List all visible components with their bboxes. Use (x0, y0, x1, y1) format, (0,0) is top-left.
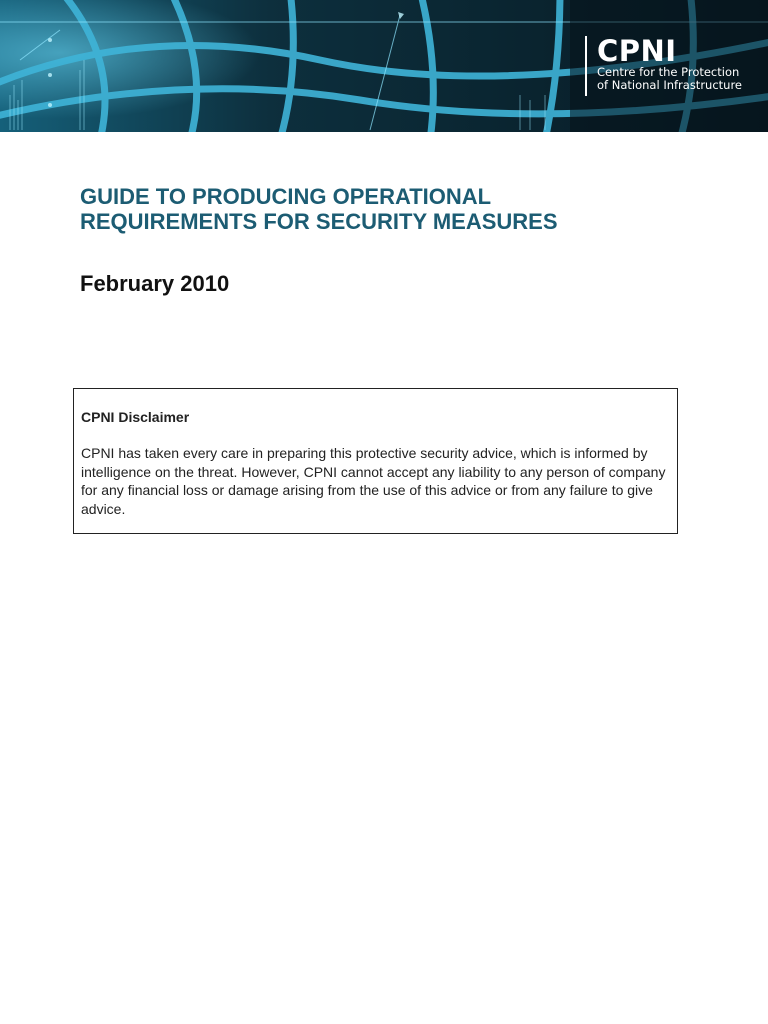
document-title (80, 184, 700, 234)
disclaimer-heading: CPNI Disclaimer (81, 409, 190, 425)
document-title-line2: REQUIREMENTS FOR SECURITY MEASURES (80, 209, 558, 234)
disclaimer-text: CPNI has taken every care in preparing this protective security advice, which is informed by intelligence on the threat. However, CPNI cannot accept any liability to any person of company for any financial loss or damage arising from the use of this advice or from any failure to give advice. (81, 445, 666, 517)
publication-date: February 2010 (80, 271, 230, 296)
logo-name-line2: of National Infrastructure (597, 78, 743, 92)
logo-acronym: CPNI (597, 34, 677, 68)
logo-name-line1: Centre for the Protection (597, 65, 740, 79)
disclaimer-box (73, 388, 678, 534)
header-banner (0, 0, 768, 132)
document-title-line1: GUIDE TO PRODUCING OPERATIONAL (80, 184, 492, 209)
cpni-logo (585, 36, 742, 96)
